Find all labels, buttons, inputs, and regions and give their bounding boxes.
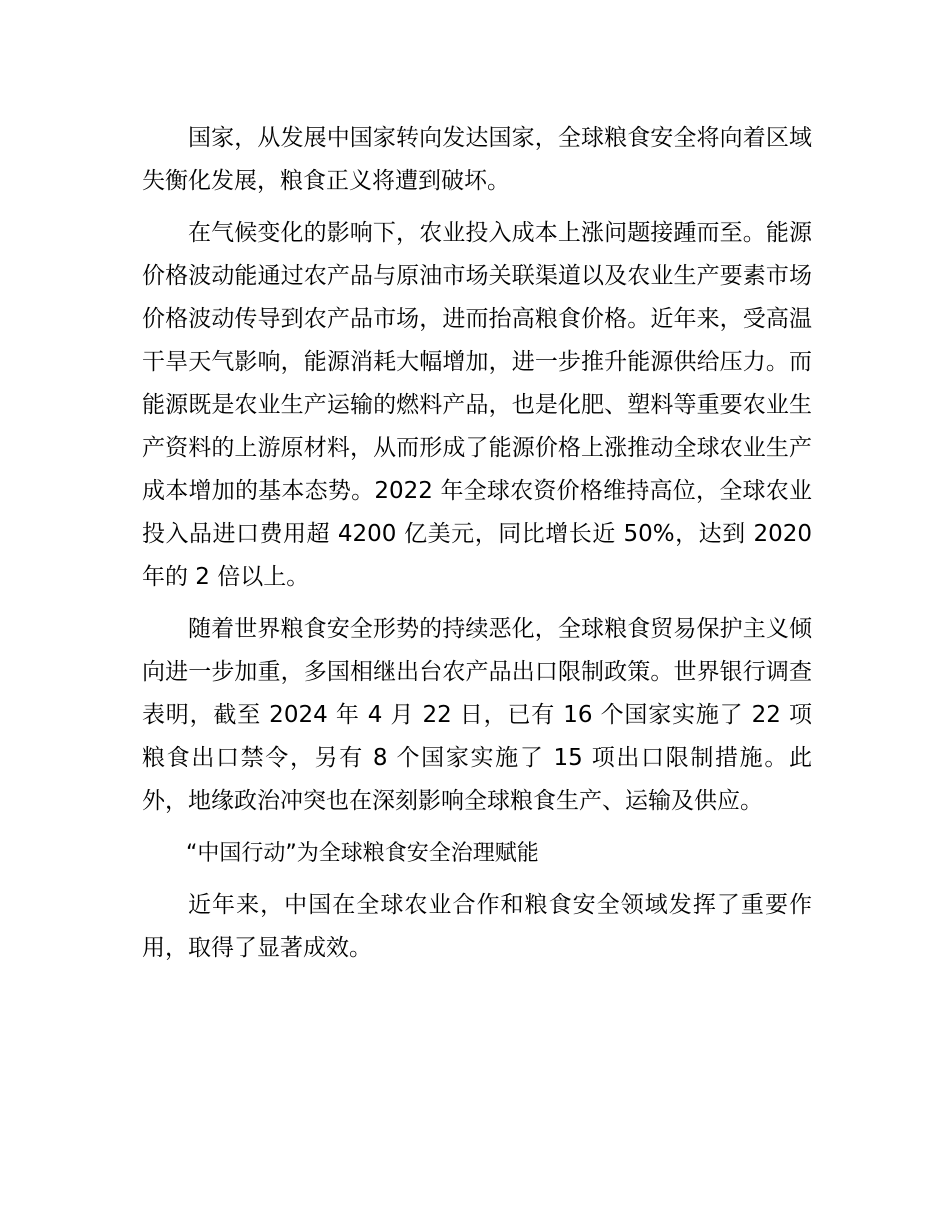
paragraph-1: 国家，从发展中国家转向发达国家，全球粮食安全将向着区域失衡化发展，粮食正义将遭到破坏。 bbox=[142, 125, 812, 194]
paragraph-3: 随着世界粮食安全形势的持续恶化，全球粮食贸易保护主义倾向进一步加重，多国相继出台农产品出口限制政策。世界银行调查表明，截至 2024 年 4 月 22 日，已有 16 个国家实施了 22 项粮食出口禁令，另有 8 个国家实施了 15 项出口限制措施。此外，地缘政治冲突也在深刻影响全球粮食生产、运输及供应。 bbox=[142, 616, 812, 814]
paragraph-2: 在气候变化的影响下，农业投入成本上涨问题接踵而至。能源价格波动能通过农产品与原油市场关联渠道以及农业生产要素市场价格波动传导到农产品市场，进而抬高粮食价格。近年来，受高温干旱天气影响，能源消耗大幅增加，进一步推升能源供给压力。而能源既是农业生产运输的燃料产品，也是化肥、塑料等重要农业生产资料的上游原材料，从而形成了能源价格上涨推动全球农业生产成本增加的基本态势。2022 年全球农资价格维持高位，全球农业投入品进口费用超 4200 亿美元，同比增长近 50%，达到 2020 年的 2 倍以上。 bbox=[142, 220, 812, 590]
document-body bbox=[142, 117, 812, 979]
paragraph-4: 近年来，中国在全球农业合作和粮食安全领域发挥了重要作用，取得了显著成效。 bbox=[142, 892, 812, 961]
section-heading: “中国行动”为全球粮食安全治理赋能 bbox=[186, 841, 539, 866]
